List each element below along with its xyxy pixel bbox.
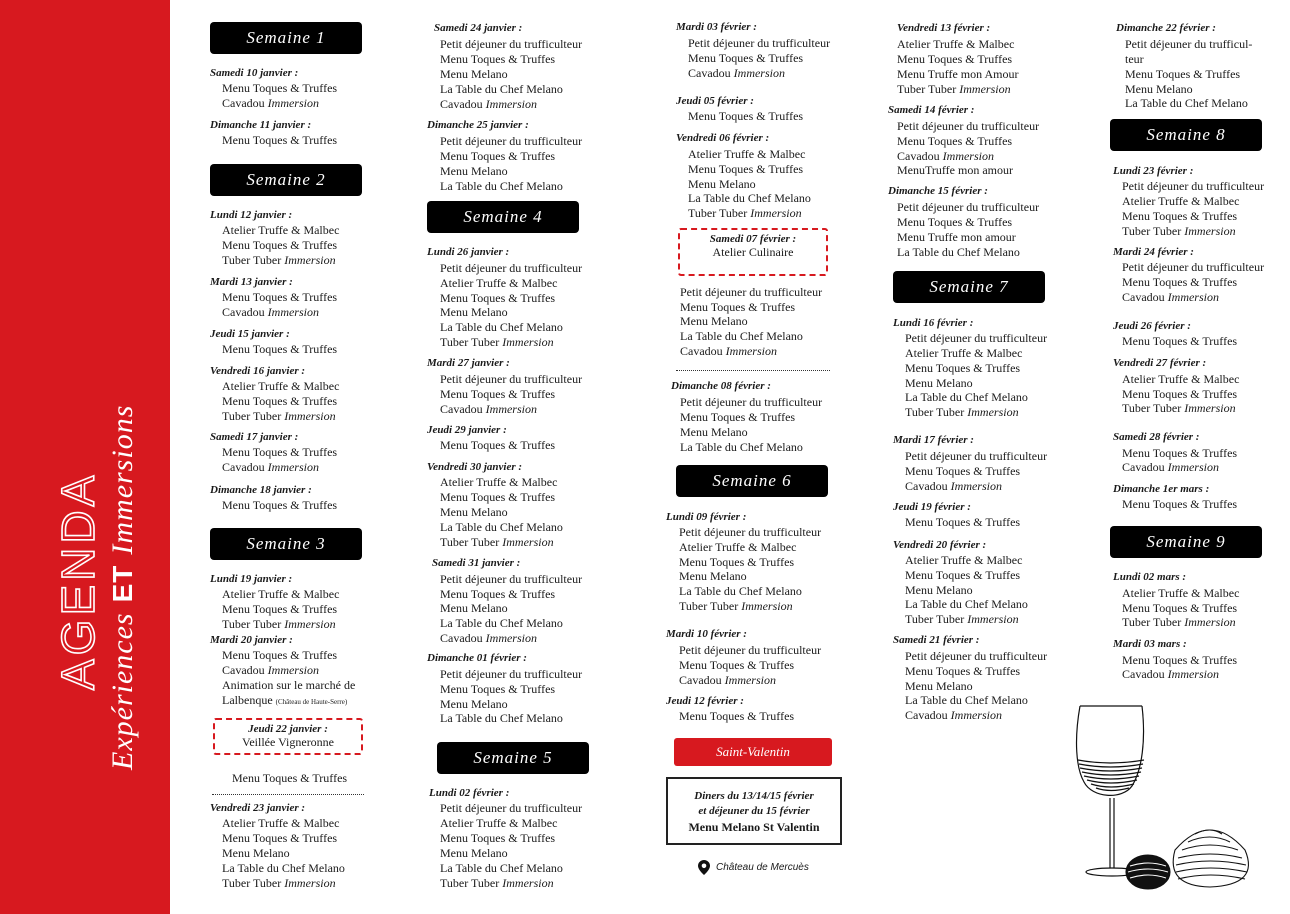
menu-item: Cavadou Immersion [905,708,1002,722]
menu-item: La Table du Chef Melano [440,520,563,534]
menu-item: Petit déjeuner du trufficulteur [1122,260,1265,274]
menu-item: Menu Truffe mon Amour [897,67,1019,81]
menu-item: Tuber Tuber Immersion [440,535,554,549]
menu-item: Menu Toques & Truffes [440,387,556,401]
day-heading: Vendredi 13 février : [897,22,991,34]
menu-item: Menu Toques & Truffes [905,664,1021,678]
menu-item: Menu Truffe mon amour [897,230,1016,244]
day-heading: Lundi 09 février : [666,511,747,523]
menu-item: La Table du Chef Melano [222,861,345,875]
menu-item: Cavadou Immersion [679,673,776,687]
day-heading: Samedi 10 janvier : [210,67,299,79]
menu-item: Menu Toques & Truffes [905,464,1021,478]
day-heading: Mardi 10 février : [666,628,747,640]
week-9-banner: Semaine 9 [1110,526,1262,558]
menu-item: Menu Melano [440,846,508,860]
menu-item: Menu Melano [222,846,290,860]
menu-item: Petit déjeuner du trufficulteur [440,261,583,275]
menu-item: Menu Melano [440,505,508,519]
menu-item: Atelier Truffe & Malbec [688,147,806,161]
event-box-veillee: Jeudi 22 janvier : Veillée Vigneronne [213,718,363,755]
dotted-divider [676,370,830,371]
menu-item: Menu Toques & Truffes [222,290,338,304]
menu-item: Petit déjeuner du trufficulteur [905,449,1048,463]
menu-item: Atelier Truffe & Malbec [222,379,340,393]
week-4-banner: Semaine 4 [427,201,579,233]
menu-item: Petit déjeuner du trufficulteur [440,372,583,386]
menu-item: La Table du Chef Melano [905,693,1028,707]
menu-item: Atelier Truffe & Malbec [440,816,558,830]
menu-item: Menu Toques & Truffes [222,648,338,662]
menu-item: Petit déjeuner du trufficulteur [679,643,822,657]
title-et: ET [107,564,138,603]
menu-item: Tuber Tuber Immersion [440,335,554,349]
menu-item: Petit déjeuner du trufficulteur [897,200,1040,214]
day-heading: Dimanche 18 janvier : [210,484,312,496]
menu-item: Menu Toques & Truffes [440,682,556,696]
menu-item: Atelier Truffe & Malbec [440,475,558,489]
day-heading: Dimanche 01 février : [427,652,527,664]
menu-item: Menu Toques & Truffes [222,81,338,95]
menu-item: Menu Toques & Truffes [897,52,1013,66]
title-word1: Expériences [106,612,139,770]
week-8-banner: Semaine 8 [1110,119,1262,151]
menu-item: Menu Toques & Truffes [1122,334,1238,348]
menu-item: Tuber Tuber Immersion [679,599,793,613]
menu-item: La Table du Chef Melano [905,390,1028,404]
menu-item: Cavadou Immersion [440,97,537,111]
day-heading: Dimanche 15 février : [888,185,988,197]
day-heading: Samedi 14 février : [888,104,975,116]
menu-item: Menu Melano [440,601,508,615]
day-heading: Lundi 16 février : [893,317,974,329]
menu-item: Atelier Truffe & Malbec [905,346,1023,360]
menu-item: Menu Toques & Truffes [905,515,1021,529]
menu-item: Menu Toques & Truffes [232,771,348,785]
menu-item: Petit déjeuner du trufficulteur [905,649,1048,663]
location [698,860,809,875]
day-heading: Lundi 23 février : [1113,165,1194,177]
menu-item: Cavadou Immersion [222,96,319,110]
menu-item: Atelier Truffe & Malbec [679,540,797,554]
menu-item: Petit déjeuner du trufficulteur [1122,179,1265,193]
day-heading: Vendredi 20 février : [893,539,987,551]
menu-item: Tuber Tuber Immersion [1122,224,1236,238]
menu-item: Menu Toques & Truffes [222,394,338,408]
day-heading: Vendredi 06 février : [676,132,770,144]
menu-item: Menu Toques & Truffes [222,445,338,459]
menu-item: Menu Melano [679,569,747,583]
week-2-banner: Semaine 2 [210,164,362,196]
menu-item: Menu Toques & Truffes [688,51,804,65]
menu-item: La Table du Chef Melano [680,440,803,454]
day-heading: Mardi 27 janvier : [427,357,510,369]
menu-item: Cavadou Immersion [222,460,319,474]
day-heading: Dimanche 22 février : [1116,22,1216,34]
menu-item: Petit déjeuner du trufficulteur [440,667,583,681]
day-heading: Lundi 02 mars : [1113,571,1187,583]
vertical-title [48,150,148,770]
menu-item: Menu Toques & Truffes [1122,497,1238,511]
menu-item: Petit déjeuner du trufficulteur [440,801,583,815]
truffle-illustration [1126,830,1248,889]
menu-item: Menu Melano [440,164,508,178]
menu-item: Cavadou Immersion [222,305,319,319]
menu-item: Cavadou Immersion [897,149,994,163]
menu-item: Tuber Tuber Immersion [222,617,336,631]
menu-item: La Table du Chef Melano [1125,96,1248,110]
menu-item: Petit déjeuner du trufficulteur [440,134,583,148]
day-heading: Vendredi 16 janvier : [210,365,306,377]
title-agenda: AGENDA [52,471,104,690]
menu-item: Menu Toques & Truffes [222,238,338,252]
day-heading: Dimanche 1er mars : [1113,483,1210,495]
day-heading: Lundi 12 janvier : [210,209,293,221]
menu-item: La Table du Chef Melano [440,861,563,875]
day-heading: Dimanche 25 janvier : [427,119,529,131]
menu-item: Cavadou Immersion [688,66,785,80]
menu-item: Menu Melano [905,679,973,693]
menu-item: Menu Toques & Truffes [897,215,1013,229]
menu-item: Menu Toques & Truffes [1122,653,1238,667]
menu-item: Atelier Truffe & Malbec [905,553,1023,567]
menu-item: Menu Toques & Truffes [440,291,556,305]
day-heading: Samedi 31 janvier : [432,557,521,569]
menu-item: Lalbenque (Château de Haute-Serre) [222,693,348,707]
menu-item: Petit déjeuner du trufficulteur [897,119,1040,133]
menu-item: Atelier Truffe & Malbec [1122,586,1240,600]
menu-item: Atelier Truffe & Malbec [222,816,340,830]
menu-item: Menu Toques & Truffes [440,587,556,601]
menu-item: La Table du Chef Melano [679,584,802,598]
menu-item: Menu Melano [680,425,748,439]
menu-item: Menu Melano [905,583,973,597]
menu-item: Tuber Tuber Immersion [222,876,336,890]
menu-item: La Table du Chef Melano [440,616,563,630]
menu-item: Cavadou Immersion [440,402,537,416]
menu-item: Cavadou Immersion [1122,667,1219,681]
menu-item: Petit déjeuner du trufficul- [1125,37,1253,51]
menu-item: La Table du Chef Melano [440,711,563,725]
day-heading: Mardi 03 février : [676,21,757,33]
menu-item: Menu Toques & Truffes [440,52,556,66]
menu-item: La Table du Chef Melano [688,191,811,205]
menu-item: Atelier Truffe & Malbec [222,587,340,601]
menu-item: teur [1125,52,1144,66]
menu-item: Cavadou Immersion [440,631,537,645]
menu-item: Atelier Truffe & Malbec [1122,194,1240,208]
menu-item: Menu Melano [440,305,508,319]
day-heading: Vendredi 27 février : [1113,357,1207,369]
day-heading: Samedi 24 janvier : [434,22,523,34]
menu-item: Cavadou Immersion [905,479,1002,493]
menu-item: Cavadou Immersion [1122,290,1219,304]
menu-item: Petit déjeuner du trufficulteur [905,331,1048,345]
menu-item: Menu Toques & Truffes [222,342,338,356]
day-heading: Mardi 20 janvier : [210,634,293,646]
menu-item: Tuber Tuber Immersion [440,876,554,890]
menu-item: Menu Toques & Truffes [440,149,556,163]
event-box-atelier: Samedi 07 février : Atelier Culinaire [678,228,828,276]
day-heading: Vendredi 30 janvier : [427,461,523,473]
day-heading: Lundi 02 février : [429,787,510,799]
menu-item: Menu Toques & Truffes [1122,275,1238,289]
menu-item: Petit déjeuner du trufficulteur [679,525,822,539]
day-heading: Jeudi 26 février : [1113,320,1191,332]
menu-item: La Table du Chef Melano [440,320,563,334]
menu-item: Menu Toques & Truffes [679,555,795,569]
day-heading: Vendredi 23 janvier : [210,802,306,814]
menu-item: Menu Toques & Truffes [905,568,1021,582]
menu-item: Menu Toques & Truffes [1122,387,1238,401]
menu-item: Cavadou Immersion [1122,460,1219,474]
menu-item: Petit déjeuner du trufficulteur [680,285,823,299]
day-heading: Samedi 21 février : [893,634,980,646]
title-word2: Immersions [106,404,139,555]
menu-item: Menu Toques & Truffes [222,498,338,512]
day-heading: Samedi 17 janvier : [210,431,299,443]
map-pin-icon [698,860,710,875]
day-heading: Dimanche 08 février : [671,380,771,392]
menu-item: Menu Toques & Truffes [222,602,338,616]
week-6-banner: Semaine 6 [676,465,828,497]
day-heading: Lundi 19 janvier : [210,573,293,585]
menu-item: Menu Toques & Truffes [897,134,1013,148]
menu-item: Menu Toques & Truffes [1122,601,1238,615]
menu-item: Menu Toques & Truffes [679,709,795,723]
menu-item: Menu Toques & Truffes [1125,67,1241,81]
menu-item: Menu Toques & Truffes [1122,446,1238,460]
menu-item: Menu Toques & Truffes [688,109,804,123]
location-label: Château de Mercuès [716,862,809,873]
menu-item: Menu Toques & Truffes [680,410,796,424]
week-7-banner: Semaine 7 [893,271,1045,303]
day-heading: Jeudi 05 février : [676,95,754,107]
menu-item: Menu Toques & Truffes [222,133,338,147]
menu-item: Atelier Truffe & Malbec [440,276,558,290]
menu-item: Tuber Tuber Immersion [905,612,1019,626]
menu-item: La Table du Chef Melano [680,329,803,343]
menu-item: Cavadou Immersion [680,344,777,358]
menu-item: Tuber Tuber Immersion [222,253,336,267]
menu-item: Petit déjeuner du trufficulteur [688,36,831,50]
day-heading: Jeudi 29 janvier : [427,424,507,436]
menu-item: Menu Melano [905,376,973,390]
menu-item: Petit déjeuner du trufficulteur [680,395,823,409]
menu-item: Menu Toques & Truffes [680,300,796,314]
menu-item: Menu Melano [688,177,756,191]
sidebar [0,0,170,914]
menu-item: Cavadou Immersion [222,663,319,677]
menu-item: Menu Toques & Truffes [688,162,804,176]
menu-item: Menu Melano [440,697,508,711]
menu-item: La Table du Chef Melano [897,245,1020,259]
menu-item: MenuTruffe mon amour [897,163,1013,177]
wine-glass-illustration [1070,700,1260,890]
day-heading: Mardi 17 février : [893,434,974,446]
title-subtitle [103,405,143,770]
saint-valentin-box: Diners du 13/14/15 février et déjeuner du 15 février Menu Melano St Valentin [666,777,842,845]
menu-item: La Table du Chef Melano [905,597,1028,611]
week-1-banner: Semaine 1 [210,22,362,54]
day-heading: Dimanche 11 janvier : [210,119,312,131]
menu-item: Menu Toques & Truffes [222,831,338,845]
menu-item: La Table du Chef Melano [440,179,563,193]
menu-item: Menu Toques & Truffes [679,658,795,672]
menu-item: Atelier Truffe & Malbec [222,223,340,237]
day-heading: Mardi 13 janvier : [210,276,293,288]
menu-item: Tuber Tuber Immersion [905,405,1019,419]
week-3-banner: Semaine 3 [210,528,362,560]
day-heading: Samedi 28 février : [1113,431,1200,443]
day-heading: Lundi 26 janvier : [427,246,510,258]
day-heading: Jeudi 19 février : [893,501,971,513]
menu-item: Menu Toques & Truffes [440,438,556,452]
menu-item: Menu Melano [440,67,508,81]
menu-item: La Table du Chef Melano [440,82,563,96]
day-heading: Mardi 24 février : [1113,246,1194,258]
menu-item: Menu Toques & Truffes [440,831,556,845]
menu-item: Animation sur le marché de [222,678,356,692]
menu-item: Petit déjeuner du trufficulteur [440,572,583,586]
saint-valentin-banner: Saint-Valentin [674,738,832,766]
menu-item: Tuber Tuber Immersion [897,82,1011,96]
menu-item: Menu Toques & Truffes [440,490,556,504]
menu-item: Menu Toques & Truffes [1122,209,1238,223]
menu-item: Menu Melano [680,314,748,328]
dotted-divider [212,794,364,795]
menu-item: Tuber Tuber Immersion [1122,401,1236,415]
day-heading: Jeudi 12 février : [666,695,744,707]
menu-item: Atelier Truffe & Malbec [1122,372,1240,386]
week-5-banner: Semaine 5 [437,742,589,774]
menu-item: Tuber Tuber Immersion [688,206,802,220]
menu-item: Tuber Tuber Immersion [1122,615,1236,629]
menu-item: Menu Melano [1125,82,1193,96]
menu-item: Petit déjeuner du trufficulteur [440,37,583,51]
day-heading: Mardi 03 mars : [1113,638,1187,650]
menu-item: Tuber Tuber Immersion [222,409,336,423]
menu-item: Atelier Truffe & Malbec [897,37,1015,51]
menu-item: Menu Toques & Truffes [905,361,1021,375]
day-heading: Jeudi 15 janvier : [210,328,290,340]
